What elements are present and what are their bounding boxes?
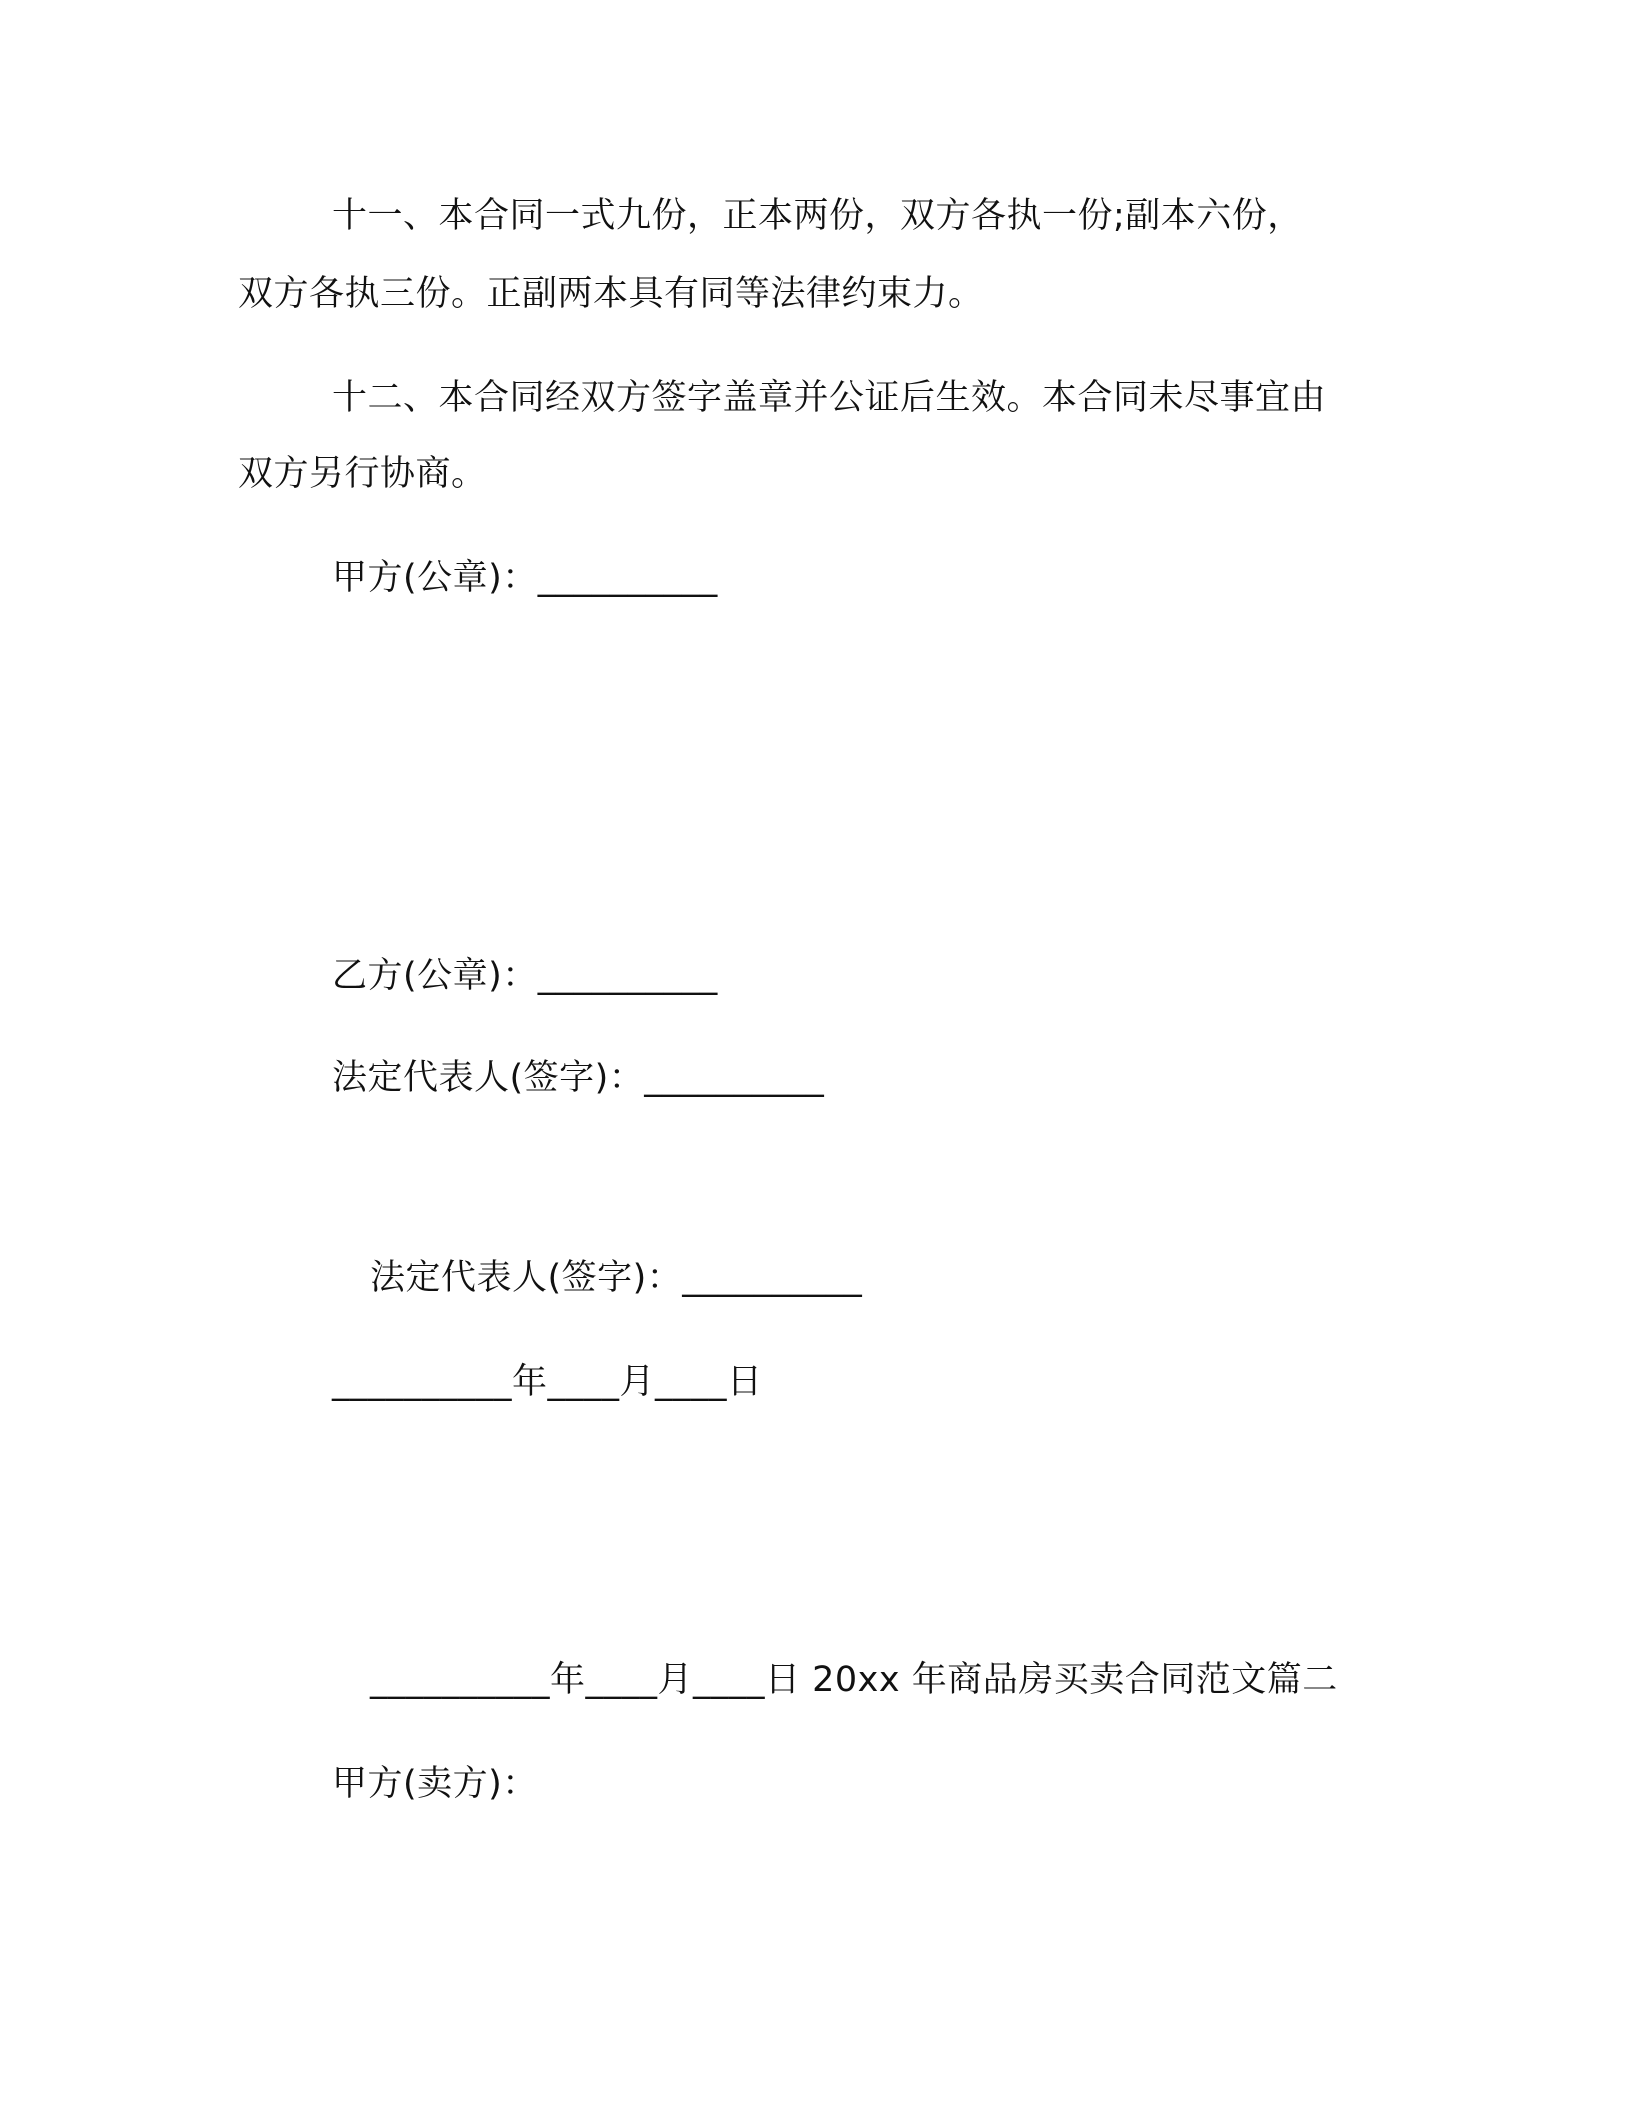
date-line: __________年____月____日 [332, 1362, 763, 1402]
clause-11-line-1: 十一、本合同一式九份，正本两份，双方各执一份;副本六份， [332, 196, 1303, 236]
date-and-section-title-line: __________年____月____日 20xx 年商品房买卖合同范文篇二 [370, 1660, 1338, 1700]
party-b-seal-line: 乙方(公章)：__________ [332, 956, 718, 996]
party-a-seal-line: 甲方(公章)：__________ [332, 558, 718, 598]
legal-representative-signature-line-2: 法定代表人(签字)：__________ [370, 1258, 863, 1298]
clause-12-line-1: 十二、本合同经双方签字盖章并公证后生效。本合同未尽事宜由 [332, 378, 1327, 418]
clause-11-line-2: 双方各执三份。正副两本具有同等法律约束力。 [238, 274, 984, 314]
legal-representative-signature-line: 法定代表人(签字)：__________ [332, 1058, 825, 1098]
party-a-seller-line: 甲方(卖方)： [332, 1764, 538, 1804]
clause-12-line-2: 双方另行协商。 [238, 454, 487, 494]
